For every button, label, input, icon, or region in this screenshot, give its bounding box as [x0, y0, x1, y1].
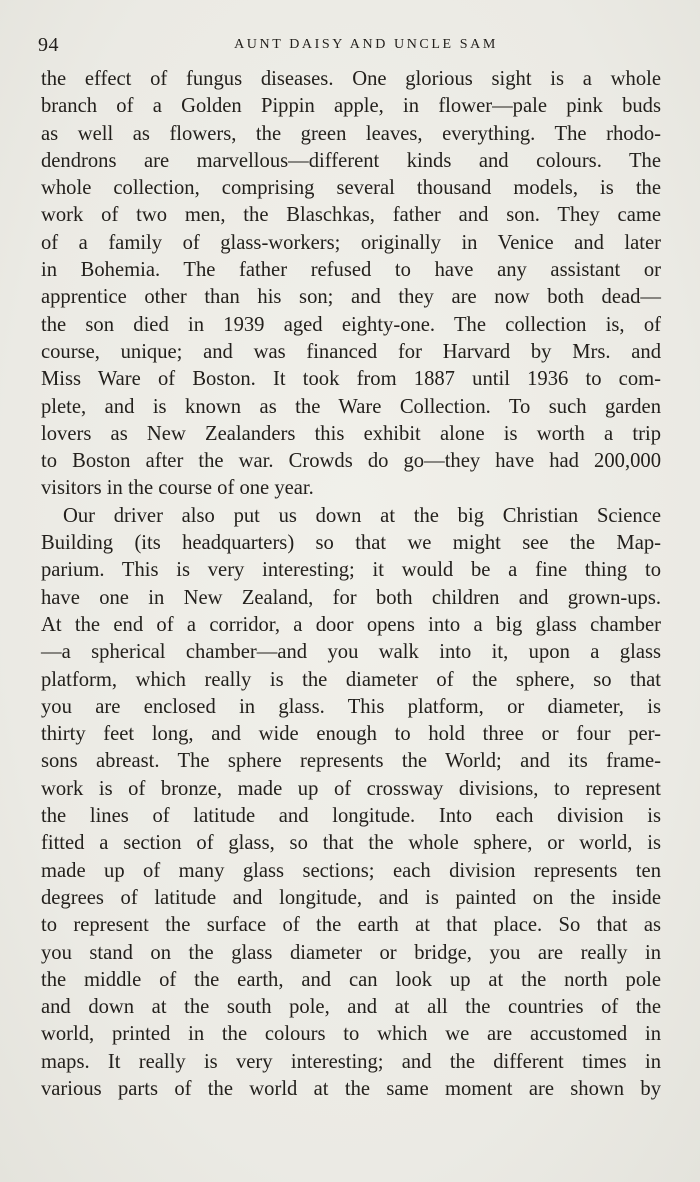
text-line: fitted a section of glass, so that the whole sphere, or world, is: [41, 832, 661, 855]
text-line: parium. This is very interesting; it would be a fine thing to: [41, 559, 661, 582]
text-line: visitors in the course of one year.: [41, 477, 314, 500]
text-line: sons abreast. The sphere represents the World; and its frame-: [41, 750, 661, 773]
text-line: world, printed in the colours to which we are accustomed in: [41, 1023, 661, 1046]
text-line: lovers as New Zealanders this exhibit alone is worth a trip: [41, 422, 661, 445]
text-line: have one in New Zealand, for both children and grown-ups.: [41, 586, 661, 609]
text-line: branch of a Golden Pippin apple, in flower—pale pink buds: [41, 95, 661, 118]
text-line: the middle of the earth, and can look up at the north pole: [41, 968, 661, 991]
text-line: Our driver also put us down at the big Christian Science: [63, 504, 661, 527]
text-line: work is of bronze, made up of crossway divisions, to represent: [41, 777, 661, 800]
text-line: you are enclosed in glass. This platform, or diameter, is: [41, 695, 661, 718]
text-line: Building (its headquarters) so that we might see the Map-: [41, 532, 661, 555]
running-head: [38, 34, 660, 58]
text-line: the effect of fungus diseases. One glorious sight is a whole: [41, 68, 661, 90]
text-line: as well as flowers, the green leaves, everything. The rhodo-: [41, 122, 661, 145]
text-line: work of two men, the Blaschkas, father and son. They came: [41, 204, 661, 227]
page-number: 94: [38, 34, 59, 56]
text-line: the lines of latitude and longitude. Into each division is: [41, 805, 661, 828]
text-line: apprentice other than his son; and they are now both dead—: [41, 286, 661, 309]
text-line: At the end of a corridor, a door opens into a big glass chamber: [41, 613, 661, 636]
text-line: whole collection, comprising several thousand models, is the: [41, 177, 661, 200]
text-line: to Boston after the war. Crowds do go—they have had 200,000: [41, 450, 661, 473]
text-line: maps. It really is very interesting; and the different times in: [41, 1050, 661, 1073]
text-line: made up of many glass sections; each division represents ten: [41, 859, 661, 882]
text-line: in Bohemia. The father refused to have any assistant or: [41, 259, 661, 282]
text-line: plete, and is known as the Ware Collection. To such garden: [41, 395, 661, 418]
text-line: dendrons are marvellous—different kinds and colours. The: [41, 149, 661, 172]
text-line: platform, which really is the diameter of the sphere, so that: [41, 668, 661, 691]
text-line: various parts of the world at the same moment are shown by: [41, 1077, 661, 1100]
text-line: and down at the south pole, and at all the countries of the: [41, 996, 661, 1019]
body-text: [41, 66, 661, 1103]
text-line: you stand on the glass diameter or bridge, you are really in: [41, 941, 661, 964]
text-line: Miss Ware of Boston. It took from 1887 until 1936 to com-: [41, 368, 661, 391]
running-title: AUNT DAISY AND UNCLE SAM: [234, 37, 498, 52]
text-line: of a family of glass-workers; originally in Venice and later: [41, 231, 661, 254]
text-line: the son died in 1939 aged eighty-one. The collection is, of: [41, 313, 661, 336]
text-line: course, unique; and was financed for Harvard by Mrs. and: [41, 340, 661, 363]
text-line: degrees of latitude and longitude, and is painted on the inside: [41, 886, 661, 909]
text-line: thirty feet long, and wide enough to hold three or four per-: [41, 723, 661, 746]
text-line: to represent the surface of the earth at that place. So that as: [41, 914, 661, 937]
text-line: —a spherical chamber—and you walk into it, upon a glass: [41, 641, 661, 664]
